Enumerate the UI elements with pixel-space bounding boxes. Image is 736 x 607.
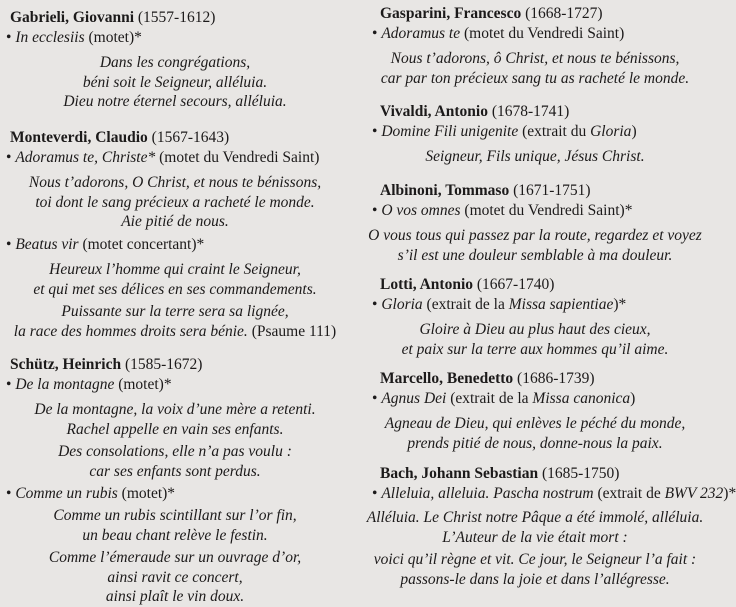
bullet: • — [372, 485, 378, 502]
composer-dates: (1686-1739) — [517, 370, 595, 387]
work-title-line — [0, 28, 350, 48]
verse-line: car par ton précieux sang tu as racheté le monde. — [380, 69, 690, 87]
work-title: Gloria — [381, 296, 423, 313]
verse-text: la race des hommes droits sera bénie. — [13, 322, 248, 340]
verse-block — [360, 147, 710, 167]
bullet: • — [372, 25, 378, 42]
composer-header — [360, 464, 710, 484]
work-title: Beatus vir — [15, 236, 79, 253]
verse-line: Rachel appelle en vain ses enfants. — [66, 420, 284, 438]
composer-name: Monteverdi, Claudio — [10, 129, 148, 146]
work-title: Adoramus te — [381, 25, 461, 42]
work-title-line — [0, 148, 350, 168]
verse-block — [0, 260, 350, 341]
work-title-line — [360, 24, 710, 44]
stanza — [0, 302, 350, 341]
verse-line: Aie pitié de nous. — [121, 213, 229, 230]
verse-line: car ses enfants sont perdus. — [89, 462, 261, 480]
verse-block — [0, 506, 350, 607]
composer-header — [360, 181, 710, 201]
composer-dates: (1685-1750) — [541, 465, 620, 482]
work-title-line — [360, 201, 710, 221]
work-title: Comme un rubis — [15, 485, 118, 502]
verse-line: passons-le dans la joie et dans l’allégresse. — [400, 570, 670, 588]
work-title: O vos omnes — [381, 202, 461, 219]
verse-line: ainsi ravit ce concert, — [107, 568, 243, 586]
work-title: In ecclesiis — [15, 29, 85, 46]
stanza — [360, 550, 710, 589]
composer-name: Lotti, Antonio — [380, 276, 474, 293]
composer-header — [360, 102, 710, 122]
work-note: (extrait de la — [422, 296, 509, 313]
bullet: • — [372, 202, 378, 219]
composer-dates: (1668-1727) — [525, 5, 603, 22]
work-note: (extrait du — [518, 123, 591, 140]
bullet: • — [372, 390, 378, 407]
composer-entry — [360, 181, 710, 265]
verse-line: et paix sur la terre aux hommes qu’il aime. — [401, 340, 669, 358]
verse-line: Agneau de Dieu, qui enlèves le péché du monde, — [384, 415, 686, 432]
work-title-line — [0, 235, 350, 255]
work-title-line — [0, 375, 350, 395]
composer-header — [0, 128, 350, 148]
work-note: (extrait de la — [446, 390, 533, 407]
composer-header — [360, 369, 710, 389]
verse-line: Des consolations, elle n’a pas voulu : — [58, 443, 292, 460]
verse-line: Dieu notre éternel secours, alléluia. — [63, 93, 287, 110]
scripture-reference: (Psaume 111) — [251, 322, 337, 340]
work-note-end: ) — [631, 123, 637, 140]
bullet: • — [6, 376, 12, 393]
composer-entry — [0, 128, 350, 232]
composer-name: Schütz, Heinrich — [10, 356, 122, 373]
work-note-end: )* — [723, 485, 736, 502]
verse-block — [0, 173, 350, 232]
composer-entry — [360, 4, 710, 88]
bullet: • — [6, 29, 12, 46]
work-note: (motet concertant)* — [78, 236, 205, 253]
verse-line: Nous t’adorons, O Christ, et nous te bénissons, — [28, 174, 322, 191]
composer-entry — [360, 102, 710, 167]
verse-line: béni soit le Seigneur, alléluia. — [82, 73, 268, 91]
composer-entry — [360, 275, 710, 359]
verse-line: Comme un rubis scintillant sur l’or fin, — [53, 507, 297, 524]
verse-line: Heureux l’homme qui craint le Seigneur, — [49, 261, 301, 278]
work-title: Alleluia, alleluia. Pascha nostrum — [381, 485, 594, 502]
work-note: (motet)* — [84, 29, 142, 46]
work-title-line — [0, 484, 350, 504]
work-entry — [0, 235, 350, 341]
verse-line: Nous t’adorons, ô Christ, et nous te bénissons, — [390, 50, 680, 67]
verse-line — [0, 322, 350, 342]
verse-line: Seigneur, Fils unique, Jésus Christ. — [425, 148, 645, 165]
verse-line: et qui met ses délices en ses commandements. — [33, 280, 317, 298]
composer-dates: (1567-1643) — [151, 129, 230, 146]
work-title: De la montagne — [15, 376, 115, 393]
composer-dates: (1557-1612) — [137, 9, 216, 26]
work-note: (motet du Vendredi Saint)* — [460, 202, 633, 219]
verse-line: prends pitié de nous, donne-nous la paix. — [407, 434, 663, 452]
bullet: • — [6, 236, 12, 253]
work-note: (motet)* — [114, 376, 172, 393]
composer-name: Bach, Johann Sebastian — [380, 465, 539, 482]
verse-line: un beau chant relève le festin. — [82, 526, 268, 544]
work-entry — [0, 484, 350, 607]
verse-line: Alléluia. Le Christ notre Pâque a été immolé, alléluia. — [366, 509, 704, 526]
bullet: • — [372, 296, 378, 313]
work-note: (extrait de — [593, 485, 665, 502]
bullet: • — [6, 149, 12, 166]
work-note: (motet du Vendredi Saint) — [460, 25, 625, 42]
work-title-line — [360, 484, 736, 504]
composer-header — [0, 355, 350, 375]
verse-line: s’il est une douleur semblable à ma douleur. — [397, 246, 673, 264]
composer-dates: (1667-1740) — [476, 276, 555, 293]
verse-block — [0, 53, 350, 112]
work-title-line — [360, 295, 710, 315]
verse-line: De la montagne, la voix d’une mère a retenti. — [34, 401, 316, 418]
work-note: (motet du Vendredi Saint) — [155, 149, 320, 166]
work-title: Agnus Dei — [381, 390, 447, 407]
composer-name: Gabrieli, Giovanni — [10, 9, 135, 26]
composer-header — [360, 4, 710, 24]
stanza — [0, 442, 350, 481]
verse-line: L’Auteur de la vie était mort : — [442, 528, 628, 546]
work-source: Gloria — [590, 123, 632, 140]
verse-line: ainsi plaît le vin doux. — [105, 588, 245, 605]
composer-entry — [0, 355, 350, 481]
composer-entry — [360, 369, 710, 453]
composer-dates: (1678-1741) — [491, 103, 570, 120]
bullet: • — [6, 485, 12, 502]
verse-block — [360, 320, 710, 359]
composer-entry — [360, 464, 736, 589]
verse-line: voici qu’il règne et vit. Ce jour, le Seigneur l’a fait : — [373, 551, 697, 568]
verse-line: Dans les congrégations, — [99, 54, 251, 71]
composer-entry — [0, 8, 350, 112]
work-title-line — [360, 389, 710, 409]
work-source: Missa sapientiae — [508, 296, 614, 313]
bullet: • — [372, 123, 378, 140]
composer-name: Albinoni, Tommaso — [380, 182, 510, 199]
composer-dates: (1585-1672) — [124, 356, 203, 373]
work-note-end: ) — [630, 390, 636, 407]
stanza — [0, 548, 350, 607]
composer-name: Vivaldi, Antonio — [380, 103, 488, 120]
verse-line: Comme l’émeraude sur un ouvrage d’or, — [48, 549, 302, 566]
composer-header — [360, 275, 710, 295]
verse-line: Gloire à Dieu au plus haut des cieux, — [419, 321, 651, 338]
work-source: BWV 232 — [664, 485, 724, 502]
verse-block — [360, 49, 710, 88]
verse-block — [360, 414, 710, 453]
verse-line: Puissante sur la terre sera sa lignée, — [61, 303, 289, 320]
verse-line: toi dont le sang précieux a racheté le monde. — [35, 193, 315, 211]
verse-block — [0, 400, 350, 481]
work-title: Adoramus te, Christe* — [15, 149, 156, 166]
work-title: Domine Fili unigenite — [381, 123, 519, 140]
work-title-line — [360, 122, 710, 142]
composer-header — [0, 8, 350, 28]
verse-block — [360, 508, 710, 589]
composer-dates: (1671-1751) — [513, 182, 591, 199]
work-note-end: )* — [613, 296, 627, 313]
verse-line: O vous tous qui passez par la route, regardez et voyez — [368, 227, 702, 244]
composer-name: Gasparini, Francesco — [380, 5, 522, 22]
composer-name: Marcello, Benedetto — [380, 370, 514, 387]
work-note: (motet)* — [117, 485, 176, 502]
work-source: Missa canonica — [532, 390, 631, 407]
verse-block — [360, 226, 710, 265]
